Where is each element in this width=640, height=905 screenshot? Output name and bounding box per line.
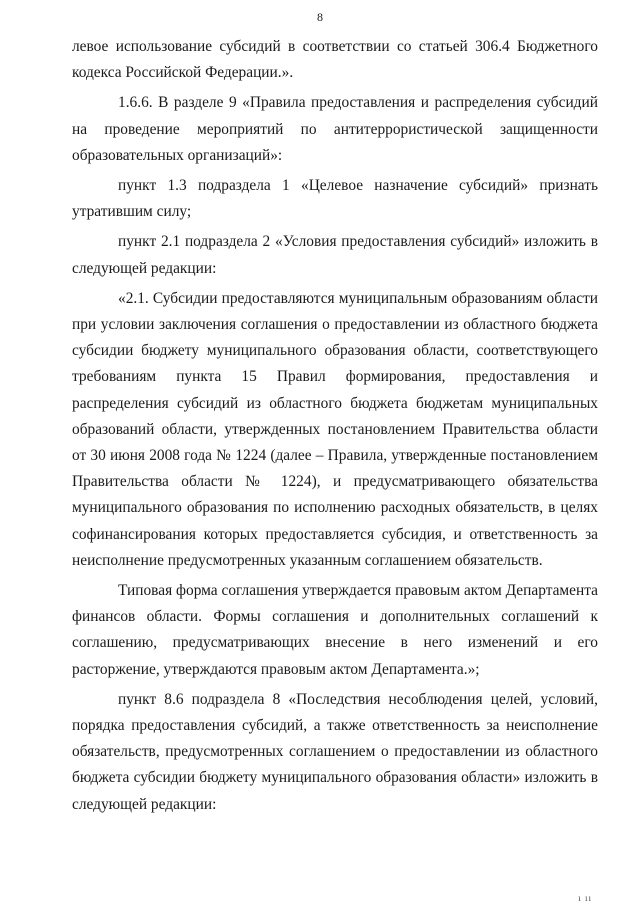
scan-mark: ı ıı: [578, 893, 592, 903]
paragraph-item-8-6: пункт 8.6 подраздела 8 «Последствия несоблюдения целей, условий, порядка предоставления субсидий, а также ответственность за неисполнение обязательств, предусмотренных соглашением о предоставлении из областного бюджета субсидии бюджету муниципального образования области» изложить в следующей редакции:: [72, 690, 598, 813]
paragraph-item-1-3: пункт 1.3 подраздела 1 «Целевое назначение субсидий» признать утратившим силу;: [72, 177, 598, 221]
paragraph-section-1-6-6: 1.6.6. В разделе 9 «Правила предоставления и распределения субсидий на проведение мероприятий по антитеррористической защищенности образовательных организаций»:: [72, 94, 598, 164]
document-body: [72, 34, 598, 818]
paragraph-item-2-1: пункт 2.1 подраздела 2 «Условия предоставления субсидий» изложить в следующей редакции:: [72, 233, 598, 277]
page-number: 8: [317, 10, 323, 24]
paragraph-quoted-2-1: «2.1. Субсидии предоставляются муниципальным образованиям области при условии заключения соглашения о предоставлении из областного бюджета субсидии бюджету муниципального образования области, соответствующего требованиям пункта 15 Правил формирования, предоставления и распределения субсидий из областного бюджета бюджетам муниципальных образований области, утвержденных постановлением Правительства области от 30 июня 2008 года № 1224 (далее – Правила, утвержденные постановлением Правительства области № 1224), и предусматривающего обязательства муниципального образования по исполнению расходных обязательств, в целях софинансирования которых предоставляется субсидия, и ответственность за неисполнение предусмотренных указанным соглашением обязательств.: [72, 289, 598, 569]
paragraph-continuation: левое использование субсидий в соответствии со статьей 306.4 Бюджетного кодекса Российской Федерации.».: [72, 38, 598, 82]
paragraph-agreement-form: Типовая форма соглашения утверждается правовым актом Департамента финансов области. Формы соглашения и дополнительных соглашений к соглашению, предусматривающих внесение в него изменений и его расторжение, утверждаются правовым актом Департамента.»;: [72, 582, 598, 678]
